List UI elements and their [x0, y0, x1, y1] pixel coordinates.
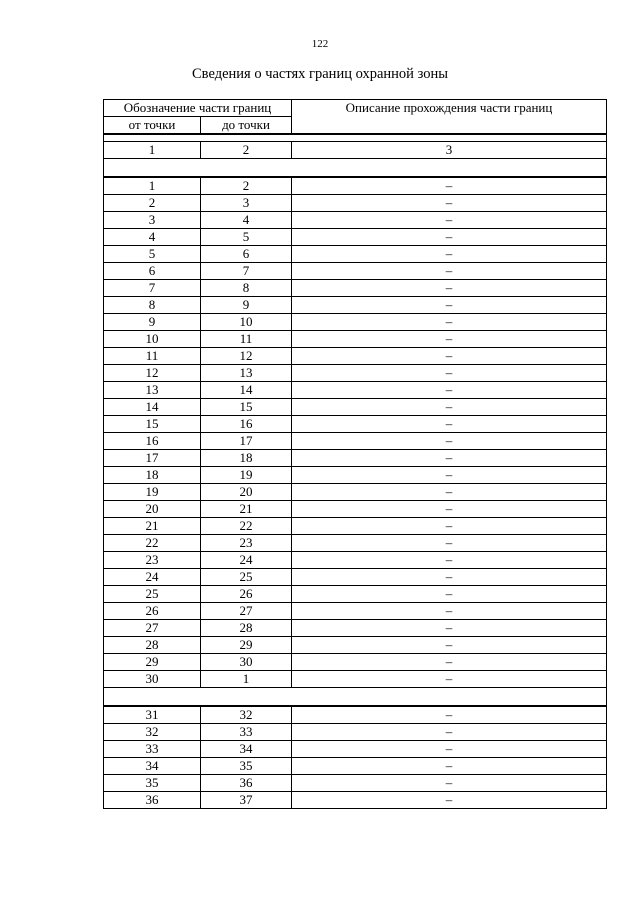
to-point-cell: 34: [201, 741, 292, 758]
description-cell: –: [292, 603, 607, 620]
from-point-cell: 18: [104, 467, 201, 484]
table-row: [104, 263, 607, 280]
table-row: [104, 484, 607, 501]
description-cell: –: [292, 416, 607, 433]
column-number-row: [104, 142, 607, 159]
from-point-cell: 35: [104, 775, 201, 792]
to-point-cell: 24: [201, 552, 292, 569]
table-row: [104, 467, 607, 484]
table-row: [104, 671, 607, 688]
to-point-cell: 33: [201, 724, 292, 741]
header-boundary-designation: Обозначение части границ: [104, 100, 292, 117]
to-point-cell: 25: [201, 569, 292, 586]
table-row: [104, 331, 607, 348]
from-point-cell: 4: [104, 229, 201, 246]
column-number: 1: [104, 142, 201, 159]
from-point-cell: 26: [104, 603, 201, 620]
to-point-cell: 2: [201, 177, 292, 195]
description-cell: –: [292, 569, 607, 586]
to-point-cell: 22: [201, 518, 292, 535]
description-cell: –: [292, 586, 607, 603]
table-row: [104, 450, 607, 467]
to-point-cell: 6: [201, 246, 292, 263]
from-point-cell: 36: [104, 792, 201, 809]
to-point-cell: 12: [201, 348, 292, 365]
to-point-cell: 36: [201, 775, 292, 792]
table-row: [104, 706, 607, 724]
description-cell: –: [292, 706, 607, 724]
to-point-cell: 7: [201, 263, 292, 280]
section-separator-row: [104, 159, 607, 178]
description-cell: –: [292, 724, 607, 741]
from-point-cell: 16: [104, 433, 201, 450]
to-point-cell: 21: [201, 501, 292, 518]
table-row: [104, 365, 607, 382]
header-to-point: до точки: [201, 117, 292, 135]
from-point-cell: 29: [104, 654, 201, 671]
boundary-parts-table: [103, 99, 607, 809]
table-row: [104, 433, 607, 450]
to-point-cell: 23: [201, 535, 292, 552]
from-point-cell: 6: [104, 263, 201, 280]
to-point-cell: 35: [201, 758, 292, 775]
to-point-cell: 5: [201, 229, 292, 246]
table-row: [104, 758, 607, 775]
to-point-cell: 13: [201, 365, 292, 382]
from-point-cell: 13: [104, 382, 201, 399]
to-point-cell: 4: [201, 212, 292, 229]
from-point-cell: 20: [104, 501, 201, 518]
description-cell: –: [292, 365, 607, 382]
to-point-cell: 1: [201, 671, 292, 688]
table-row: [104, 620, 607, 637]
description-cell: –: [292, 620, 607, 637]
table-row: [104, 416, 607, 433]
table-row: [104, 775, 607, 792]
table-row: [104, 348, 607, 365]
table-row: [104, 177, 607, 195]
to-point-cell: 37: [201, 792, 292, 809]
from-point-cell: 30: [104, 671, 201, 688]
from-point-cell: 27: [104, 620, 201, 637]
table-row: [104, 724, 607, 741]
description-cell: –: [292, 331, 607, 348]
from-point-cell: 3: [104, 212, 201, 229]
table-row: [104, 792, 607, 809]
table-row: [104, 297, 607, 314]
description-cell: –: [292, 382, 607, 399]
table-row: [104, 195, 607, 212]
to-point-cell: 30: [201, 654, 292, 671]
to-point-cell: 19: [201, 467, 292, 484]
to-point-cell: 8: [201, 280, 292, 297]
description-cell: –: [292, 212, 607, 229]
description-cell: –: [292, 399, 607, 416]
description-cell: –: [292, 671, 607, 688]
from-point-cell: 19: [104, 484, 201, 501]
description-cell: –: [292, 552, 607, 569]
header-description: Описание прохождения части границ: [292, 100, 607, 135]
from-point-cell: 34: [104, 758, 201, 775]
column-number: 2: [201, 142, 292, 159]
from-point-cell: 1: [104, 177, 201, 195]
page-title: Сведения о частях границ охранной зоны: [192, 66, 448, 82]
from-point-cell: 31: [104, 706, 201, 724]
to-point-cell: 17: [201, 433, 292, 450]
table-row: [104, 535, 607, 552]
from-point-cell: 24: [104, 569, 201, 586]
table-row: [104, 586, 607, 603]
from-point-cell: 25: [104, 586, 201, 603]
description-cell: –: [292, 280, 607, 297]
from-point-cell: 12: [104, 365, 201, 382]
table-row: [104, 654, 607, 671]
description-cell: –: [292, 484, 607, 501]
description-cell: –: [292, 348, 607, 365]
to-point-cell: 14: [201, 382, 292, 399]
from-point-cell: 33: [104, 741, 201, 758]
header-from-point: от точки: [104, 117, 201, 135]
table-row: [104, 212, 607, 229]
description-cell: –: [292, 467, 607, 484]
to-point-cell: 15: [201, 399, 292, 416]
table-row: [104, 569, 607, 586]
description-cell: –: [292, 518, 607, 535]
table-row: [104, 246, 607, 263]
table-row: [104, 552, 607, 569]
from-point-cell: 10: [104, 331, 201, 348]
column-number: 3: [292, 142, 607, 159]
from-point-cell: 23: [104, 552, 201, 569]
table-row: [104, 382, 607, 399]
to-point-cell: 11: [201, 331, 292, 348]
description-cell: –: [292, 654, 607, 671]
from-point-cell: 22: [104, 535, 201, 552]
from-point-cell: 17: [104, 450, 201, 467]
description-cell: –: [292, 229, 607, 246]
table-row: [104, 399, 607, 416]
description-cell: –: [292, 450, 607, 467]
from-point-cell: 32: [104, 724, 201, 741]
to-point-cell: 10: [201, 314, 292, 331]
description-cell: –: [292, 195, 607, 212]
description-cell: –: [292, 433, 607, 450]
spacer-row: [104, 134, 607, 142]
table-row: [104, 741, 607, 758]
to-point-cell: 9: [201, 297, 292, 314]
to-point-cell: 16: [201, 416, 292, 433]
description-cell: –: [292, 741, 607, 758]
to-point-cell: 18: [201, 450, 292, 467]
description-cell: –: [292, 637, 607, 654]
description-cell: –: [292, 263, 607, 280]
to-point-cell: 28: [201, 620, 292, 637]
to-point-cell: 3: [201, 195, 292, 212]
from-point-cell: 9: [104, 314, 201, 331]
description-cell: –: [292, 792, 607, 809]
from-point-cell: 7: [104, 280, 201, 297]
to-point-cell: 27: [201, 603, 292, 620]
table-row: [104, 229, 607, 246]
description-cell: –: [292, 314, 607, 331]
to-point-cell: 32: [201, 706, 292, 724]
from-point-cell: 21: [104, 518, 201, 535]
to-point-cell: 29: [201, 637, 292, 654]
from-point-cell: 5: [104, 246, 201, 263]
to-point-cell: 20: [201, 484, 292, 501]
description-cell: –: [292, 775, 607, 792]
description-cell: –: [292, 297, 607, 314]
table-row: [104, 280, 607, 297]
to-point-cell: 26: [201, 586, 292, 603]
description-cell: –: [292, 758, 607, 775]
from-point-cell: 2: [104, 195, 201, 212]
from-point-cell: 14: [104, 399, 201, 416]
from-point-cell: 11: [104, 348, 201, 365]
from-point-cell: 8: [104, 297, 201, 314]
from-point-cell: 28: [104, 637, 201, 654]
description-cell: –: [292, 246, 607, 263]
description-cell: –: [292, 535, 607, 552]
section-separator-row: [104, 688, 607, 707]
table-row: [104, 637, 607, 654]
from-point-cell: 15: [104, 416, 201, 433]
table-row: [104, 603, 607, 620]
table-body: [104, 134, 607, 809]
page-number: 122: [311, 38, 329, 50]
table-row: [104, 501, 607, 518]
description-cell: –: [292, 501, 607, 518]
table-row: [104, 518, 607, 535]
table-row: [104, 314, 607, 331]
description-cell: –: [292, 177, 607, 195]
